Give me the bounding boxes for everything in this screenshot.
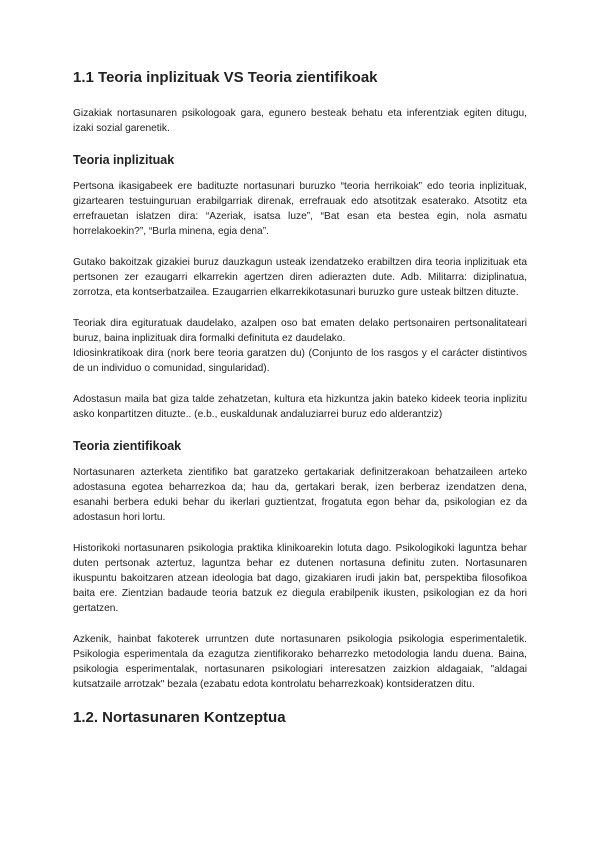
implicit-paragraph-1: Pertsona ikasigabeek ere badituzte nortasunari buruzko “teoria herrikoiak” edo teoria inplizituak, gizartearen testuinguruan erabilgarriak direnak, errefrauak edo atsotitzak esaterako. Atsotitz eta errefrauetan islatzen dira: “Azeriak, isatsa luze”, “Bat esan eta bestea egin, nola asmatu horrelakoekin?”, “Burla minena, egia dena”. bbox=[73, 181, 527, 237]
scientific-paragraph-1: Nortasunaren azterketa zientifiko bat garatzeko gertakariak definitzerakoan behatzaileen arteko adostasuna egotea beharrezkoa da; hau da, gertakari berak, izen berberaz izendatzen dena, esanahi berbera eduki behar du ikerlari guztientzat, frogatuta egon behar da, psikologian ez da adostasun hori lortu. bbox=[73, 467, 527, 523]
scientific-paragraph-3: Azkenik, hainbat fakoterek urruntzen dute nortasunaren psikologia psikologia esperimentaletik. Psikologia esperimentala da ezagutza zientifikorako beharrezko metodologia landu duena. Baina, psikologia esperimentalak, nortasunaren psikologiari interesatzen zaizkion aldagaiak, "aldagai kutsatzaile arrotzak" bezala (ezabatu edota kontrolatu beharrezkoak) kontsideratzen ditu. bbox=[73, 634, 527, 690]
implicit-paragraph-5: Adostasun maila bat giza talde zehatzetan, kultura eta hizkuntza jakin bateko kideek teoria inplizitu asko konpartitzen dituzte.. (e.b., euskaldunak andaluziarrei buruz edo alderantziz) bbox=[73, 394, 527, 420]
page-title: 1.1 Teoria inplizituak VS Teoria zientifikoak bbox=[73, 69, 378, 86]
section-heading-implicit: Teoria inplizituak bbox=[73, 153, 175, 167]
implicit-paragraph-3: Teoriak dira egituratuak daudelako, azalpen oso bat ematen delako pertsonairen pertsonalitateari buruz, baina inplizituak dira formalki definituta ez daudelako. bbox=[73, 318, 527, 344]
intro-paragraph: Gizakiak nortasunaren psikologoak gara, egunero besteak behatu eta inferentziak egiten ditugu, izaki sozial garenetik. bbox=[73, 108, 527, 134]
scientific-paragraph-2: Historikoki nortasunaren psikologia praktika klinikoarekin lotuta dago. Psikologikoki laguntza behar duten pertsonak aztertuz, laguntza behar ez dutenen nortasuna definitu zuten. Nortasunaren ikuspuntu bakoitzaren atzean ideologia bat dago, gizakiaren irudi jakin bat, perspektiba filosofikoa baita ere. Zientzian badaude teoria batzuk ez diegula erabilpenik ikusten, psikologian ez da hori gertatzen. bbox=[73, 543, 527, 614]
implicit-paragraph-2: Gutako bakoitzak gizakiei buruz dauzkagun usteak izendatzeko erabiltzen dira teoria inplizituak eta pertsonen zer ezaugarri elkarrekin agertzen diren adierazten dute. Adb. Militarra: diziplinatua, zorrotza, eta kontserbatzailea. Ezaugarrien elkarrekikotasunari buruzko gure usteak biltzen dituzte. bbox=[73, 257, 527, 298]
implicit-paragraph-4: Idiosinkratikoak dira (nork bere teoria garatzen du) (Conjunto de los rasgos y el carácter distintivos de un individuo o comunidad, singularidad). bbox=[73, 348, 527, 374]
next-section-title: 1.2. Nortasunaren Kontzeptua bbox=[73, 709, 286, 726]
section-heading-scientific: Teoria zientifikoak bbox=[73, 439, 182, 453]
